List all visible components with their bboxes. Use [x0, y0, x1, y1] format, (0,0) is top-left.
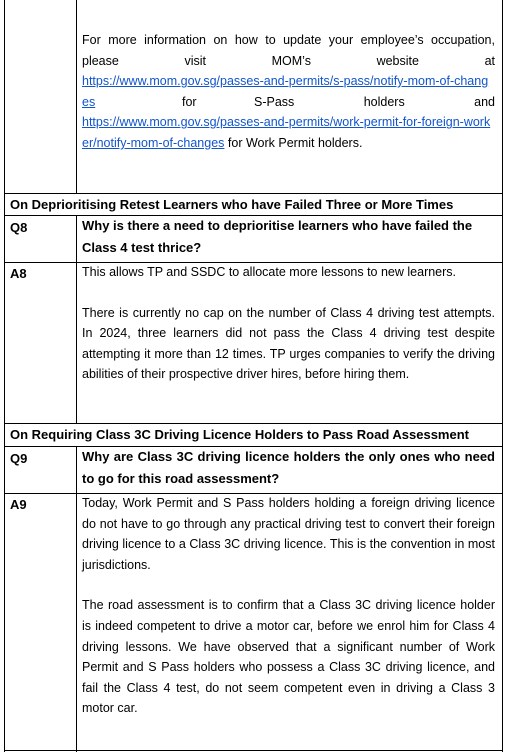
answer-a9-paragraph-1: Today, Work Permit and S Pass holders holding a foreign driving licence do not have to go through any practical driving test to convert their foreign driving licence to a Class 3C driving licence. This is the convention in most jurisdictions.: [82, 496, 495, 572]
question-q9: Why are Class 3C driving licence holders the only ones who need to go for this road assessment?: [82, 449, 495, 486]
section-heading-road-assessment: On Requiring Class 3C Driving Licence Holders to Pass Road Assessment: [10, 427, 469, 442]
paragraph-spacer: [82, 283, 495, 303]
column-divider: [76, 215, 77, 423]
intro-for: for: [182, 94, 197, 109]
spass-link[interactable]: https://www.mom.gov.sg/passes-and-permits/s-pass/notify-mom-of-changes: [82, 74, 489, 109]
column-divider: [76, 0, 77, 193]
row-divider: [4, 193, 503, 194]
intro-tail: for Work Permit holders.: [224, 135, 363, 150]
faq-table: [4, 0, 503, 752]
intro-spass-holders: S-Pass holders and: [254, 94, 495, 109]
answer-label-a9: A9: [10, 497, 27, 512]
row-divider: [4, 750, 503, 751]
intro-line-2: please visit MOM’s website at: [82, 53, 495, 68]
question-q8: Why is there a need to deprioritise learners who have failed the Class 4 test thrice?: [82, 218, 473, 255]
answer-a8: [82, 262, 495, 385]
question-label-q9: Q9: [10, 451, 28, 466]
question-label-q8: Q8: [10, 220, 28, 235]
table-border-right: [502, 0, 503, 752]
answer-a8-paragraph-2: There is currently no cap on the number of Class 4 driving test attempts. In 2024, three learners did not pass the Class 4 driving test despite attempting it more than 12 times. TP urges companies to verify the driving abilities of their prospective driver hires, before hiring them.: [82, 305, 495, 382]
answer-a9: [82, 493, 495, 719]
answer-a8-paragraph-1: This allows TP and SSDC to allocate more lessons to new learners.: [82, 265, 457, 279]
table-border-left: [4, 0, 5, 752]
section-heading-deprioritise: On Deprioritising Retest Learners who have Failed Three or More Times: [10, 197, 454, 212]
intro-text: [82, 30, 495, 154]
column-divider: [76, 446, 77, 752]
intro-line-1: For more information on how to update your employee’s occupation,: [82, 33, 495, 47]
answer-a9-paragraph-2: The road assessment is to confirm that a Class 3C driving licence holder is indeed competent to drive a motor car, before we enrol him for Class 4 driving lessons. We have observed that a significant number of Work Permit and S Pass holders who possess a Class 3C driving licence, and fail the Class 4 test, do not seem competent even in driving a Class 3 motor car.: [82, 598, 495, 716]
answer-label-a8: A8: [10, 266, 27, 281]
paragraph-spacer: [82, 575, 495, 595]
row-divider: [4, 423, 503, 424]
work-permit-link[interactable]: https://www.mom.gov.sg/passes-and-permits/work-permit-for-foreign-worker/notify-mom-of-changes: [82, 115, 491, 150]
